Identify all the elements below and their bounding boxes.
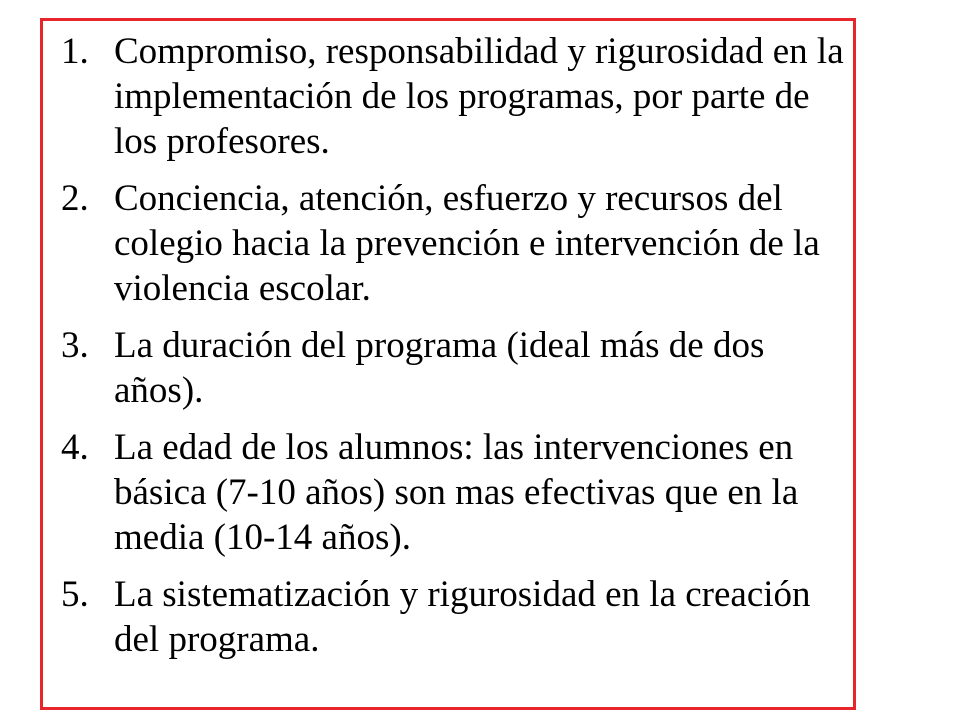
list-item-number: 2. [61, 178, 89, 219]
list-item-text: Compromiso, responsabilidad y rigurosidad en la implementación de los programas, por parte de los profesores. [114, 31, 844, 162]
list-item [61, 425, 851, 560]
list-item-number: 4. [61, 427, 89, 468]
list-item [61, 323, 851, 413]
list-item [61, 572, 851, 662]
list-item-text: Conciencia, atención, esfuerzo y recursos del colegio hacia la prevención e intervención de la violencia escolar. [114, 178, 820, 309]
slide-content-box [40, 18, 856, 710]
list-item-number: 3. [61, 325, 89, 366]
list-item-number: 5. [61, 574, 89, 615]
list-item [61, 176, 851, 311]
list-item [61, 29, 851, 164]
list-item-text: La edad de los alumnos: las intervenciones en básica (7-10 años) son mas efectivas que en la media (10-14 años). [114, 427, 799, 558]
list-item-text: La duración del programa (ideal más de dos años). [114, 325, 765, 411]
list-item-text: La sistematización y rigurosidad en la creación del programa. [114, 574, 811, 660]
factor-list [61, 29, 851, 674]
list-item-number: 1. [61, 31, 89, 72]
